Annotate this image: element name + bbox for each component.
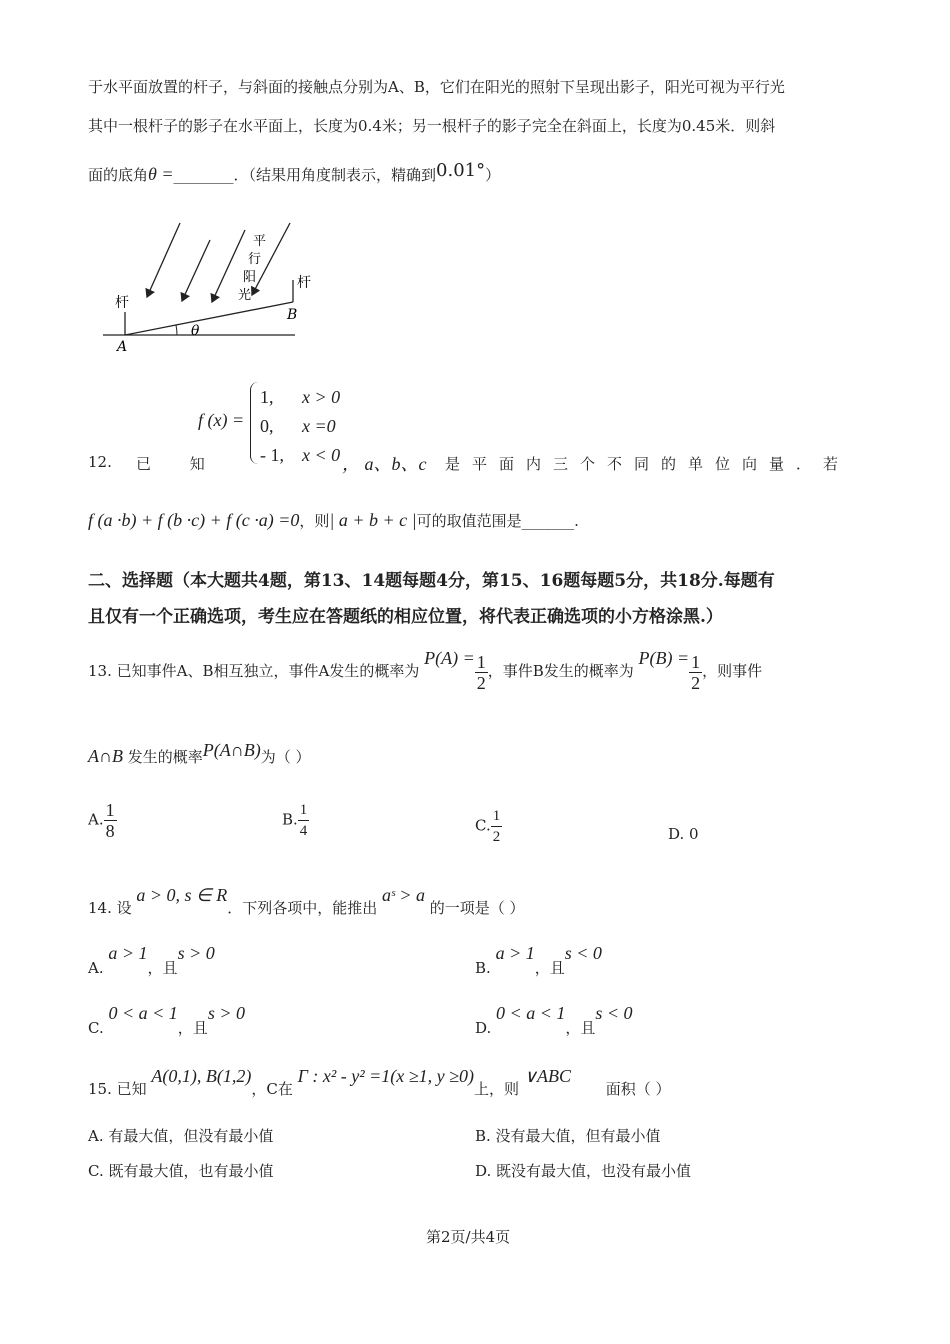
label: C. <box>475 816 491 835</box>
cond1: 0 < a < 1 <box>496 1003 566 1023</box>
case-value: - 1, <box>260 445 284 465</box>
q15-option-b[interactable]: B. 没有最大值，但有最小值 <box>475 1127 661 1145</box>
page-footer: 第2页/共4页 <box>426 1228 511 1246</box>
label: B. <box>475 959 491 977</box>
text: 面的底角 <box>88 166 149 184</box>
den: 2 <box>691 672 701 693</box>
incline-diagram <box>95 215 325 360</box>
q12-fx: f (x) = <box>198 410 245 430</box>
condition: f (a ·b) + f (b ·c) + f (c ·a) =0 <box>88 510 300 530</box>
q12-number: 12. <box>88 453 112 471</box>
text: 为（ ） <box>260 748 311 766</box>
q11-line2: 其中一根杆子的影子在水平面上，长度为0.4米；另一根杆子的影子完全在斜面上，长度为0.45米．则斜 <box>88 117 776 135</box>
sun-ray-1 <box>147 223 180 297</box>
q15-curve: Γ : x² - y² =1(x ≥1, y ≥0) <box>297 1066 475 1086</box>
theta: θ = <box>148 164 174 184</box>
q13-option-b[interactable] <box>282 800 309 841</box>
answer-blank: ________ <box>173 166 234 184</box>
q15-line1 <box>88 1066 671 1099</box>
q14-mid: ．下列各项中，能推出 <box>227 899 378 917</box>
sep: ，且 <box>177 1019 208 1037</box>
case-cond: x > 0 <box>302 387 341 407</box>
sunlight-label-3: 阳 <box>243 270 257 285</box>
q15-pre: 15. 已知 <box>88 1080 147 1098</box>
num: 1 <box>691 651 701 672</box>
q15-post: 上，则 <box>474 1080 520 1098</box>
section2-heading-1: 二、选择题（本大题共4题，第13、14题每题4分，第15、16题每题5分，共18分.每题有 <box>88 571 775 591</box>
q14-cond: a > 0, s ∈ R <box>136 885 228 905</box>
q13-option-c[interactable] <box>475 806 502 847</box>
den: 4 <box>299 823 308 839</box>
cond1: a > 1 <box>108 943 148 963</box>
sunlight-label-2: 行 <box>248 252 262 267</box>
cond2: s < 0 <box>595 1003 633 1023</box>
angle-arc <box>176 325 177 335</box>
text: ．（结果用角度制表示，精确到 <box>233 166 437 184</box>
event: A∩B <box>88 746 123 766</box>
q13-text2: ，事件B发生的概率为 <box>487 662 634 680</box>
q13-line2 <box>88 740 311 767</box>
q14-option-a[interactable] <box>88 943 215 978</box>
case-value: 1, <box>260 387 274 407</box>
prob: P(A∩B) <box>202 740 261 760</box>
label: B. <box>282 810 298 829</box>
q15-c-on: ，C在 <box>251 1080 293 1098</box>
q13-line1 <box>88 648 762 693</box>
q14-option-c[interactable] <box>88 1003 245 1038</box>
abs-expr: | a + b + c | <box>329 510 417 530</box>
text: ，则 <box>299 512 330 530</box>
q15-option-a[interactable]: A. 有最大值，但没有最小值 <box>88 1127 274 1145</box>
text: ） <box>485 166 501 184</box>
cond2: s > 0 <box>207 1003 245 1023</box>
num: 1 <box>476 651 486 672</box>
q15-triangle: ∨ABC <box>523 1066 571 1086</box>
sunlight-label-1: 平 <box>253 234 267 249</box>
sun-ray-2 <box>182 240 210 301</box>
q12-cases <box>260 383 340 470</box>
label: A. <box>88 810 104 829</box>
cond2: s > 0 <box>177 943 215 963</box>
case-value: 0, <box>260 416 274 436</box>
den: 2 <box>476 672 486 693</box>
den: 8 <box>105 821 115 841</box>
text: 可的取值范围是_______. <box>416 512 579 530</box>
sep: ，且 <box>534 959 565 977</box>
q14-ineq: aˢ > a <box>382 885 425 905</box>
precision: 0.01° <box>436 160 486 181</box>
q15-option-d[interactable]: D. 既没有最大值，也没有最小值 <box>475 1162 692 1180</box>
sep: ，且 <box>565 1019 596 1037</box>
cond1: a > 1 <box>495 943 535 963</box>
q12-desc: 是平面内三个不同的单位向量．若 <box>445 455 851 473</box>
pa: P(A) = <box>424 648 475 668</box>
num: 1 <box>491 806 503 827</box>
q13-option-d[interactable]: D. 0 <box>668 825 699 843</box>
q15-area: 面积（ ） <box>605 1080 671 1098</box>
label: A. <box>88 959 104 977</box>
q11-line1: 于水平面放置的杆子，与斜面的接触点分别为A、B，它们在阳光的照射下呈现出影子，阳光可视为平行光 <box>88 78 785 96</box>
case-cond: x =0 <box>302 416 336 436</box>
den: 2 <box>492 829 501 845</box>
label: C. <box>88 1019 104 1037</box>
pb: P(B) = <box>638 648 690 668</box>
sunlight-label-4: 光 <box>238 288 252 303</box>
sep: ，且 <box>147 959 178 977</box>
theta-label: θ <box>191 323 200 339</box>
q12-vectors: ， a、b、c <box>342 454 427 474</box>
q13-text3: ，则事件 <box>702 662 763 680</box>
case-cond: x < 0 <box>302 445 341 465</box>
label: D. <box>475 1019 492 1037</box>
q14-option-b[interactable] <box>475 943 602 978</box>
q15-option-c[interactable]: C. 既有最大值，也有最小值 <box>88 1162 274 1180</box>
num: 1 <box>105 800 115 820</box>
point-a-label: A <box>117 339 128 355</box>
point-b-label: B <box>287 307 298 323</box>
q12-known: 已 知 <box>136 455 222 473</box>
pole-right-label: 杆 <box>297 275 311 291</box>
cond2: s < 0 <box>564 943 602 963</box>
q14-pre: 14. 设 <box>88 899 132 917</box>
q13-option-a[interactable] <box>88 800 117 841</box>
q12-line2 <box>88 510 579 531</box>
pole-left-label: 杆 <box>115 295 129 311</box>
section2-heading-2: 且仅有一个正确选项，考生应在答题纸的相应位置，将代表正确选项的小方格涂黑.） <box>88 607 723 627</box>
cond1: 0 < a < 1 <box>108 1003 178 1023</box>
q11-line3 <box>88 160 500 185</box>
q13-text1: 13. 已知事件A、B相互独立，事件A发生的概率为 <box>88 662 420 680</box>
brace <box>250 382 259 464</box>
text: 发生的概率 <box>127 748 203 766</box>
q14-post: 的一项是（ ） <box>429 899 525 917</box>
incline-line <box>125 302 293 335</box>
num: 1 <box>298 800 310 821</box>
q15-points: A(0,1), B(1,2) <box>151 1066 252 1086</box>
q14-option-d[interactable] <box>475 1003 633 1038</box>
q14-line1 <box>88 885 525 918</box>
